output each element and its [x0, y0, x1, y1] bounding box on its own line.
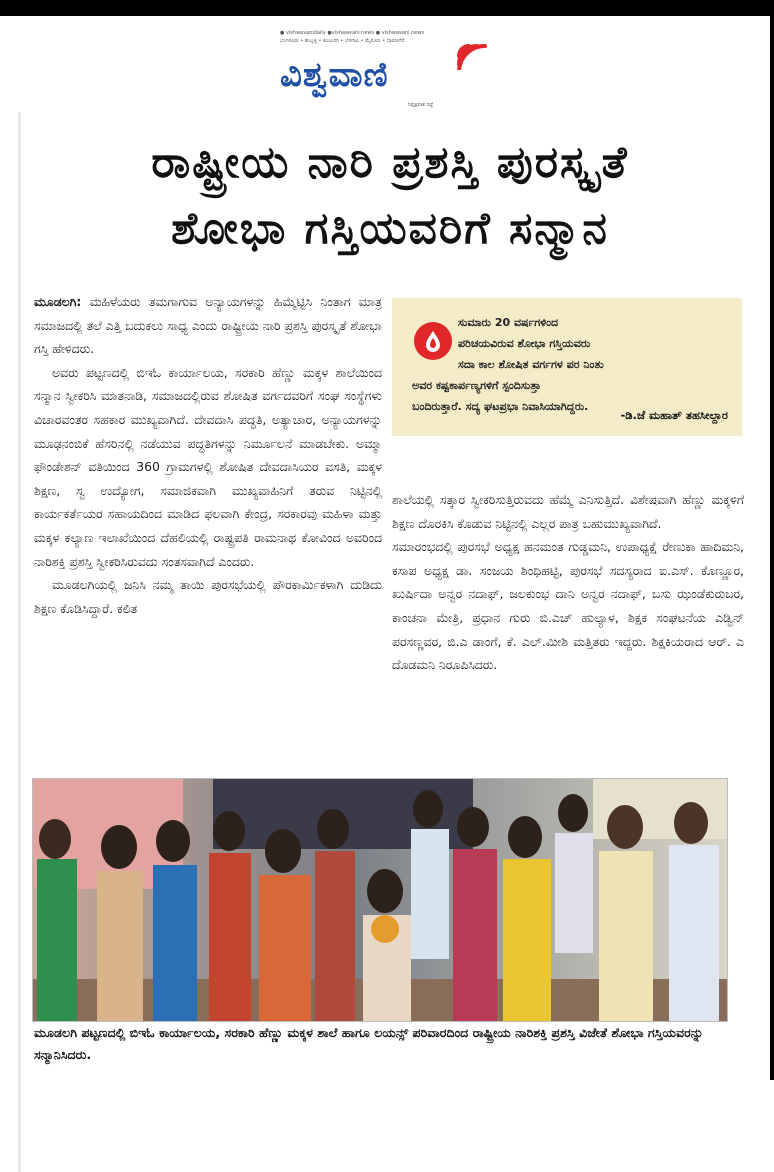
pull-quote-author: -ಡಿ.ಜೆ ಮಹಾತ್ ತಹಸೀಲ್ದಾರ	[620, 408, 728, 422]
page-edge-shadow	[18, 112, 21, 1172]
article-paragraph: ಸಮಾರಂಭದಲ್ಲಿ ಪುರಸಭೆ ಅಧ್ಯಕ್ಷ ಹನಮಂತ ಗುಡ್ಡಮನಿ, ಉಪಾಧ್ಯಕ್ಷೆ ರೇಣುಕಾ ಹಾದಿಮನಿ, ಕಸಾಪ ಅಧ್ಯಕ್ಷ ಡಾ. ಸಂಜಯ ಶಿಂಧಿಹಟ್ಟಿ, ಪುರಸಭೆ ಸದಸ್ಯರಾದ ಐ.ಎಸ್. ಕೊಣ್ಣೂರ, ಖುರ್ಷಿದಾ ಅನ್ವರ ನದಾಫ್, ಜಲಕುಂಭ ದಾನಿ ಅನ್ವರ ನದಾಫ್, ಬಸು ಝಂಡೆಕುರುಬರ, ಕಾಂಚನಾ ಮೇತ್ರಿ, ಪ್ರಧಾನ ಗುರು ಬಿ.ಎಚ್ ಹುಲ್ಯಾಳ, ಶಿಕ್ಷಕ ಸಂಘಟನೆಯ ಎಡ್ವಿನ್ ಪರಸಣ್ಣವರ, ಬಿ.ಎ ಡಾಂಗೆ, ಕೆ. ಎಲ್.ಮೀಶಿ ಮತ್ತಿತರು ಇದ್ದರು. ಶಿಕ್ಷಕಿಯರಾದ ಆರ್. ಎ ದೊಡಮನಿ ನಿರೂಪಿಸಿದರು.	[392, 539, 744, 673]
article-column-left	[34, 290, 382, 620]
masthead-tagline: ನಿಷ್ಪಕ್ಷಪಾತ ನಿಷ್ಠೆ	[408, 102, 433, 108]
headline-line-1: ರಾಷ್ಟ್ರೀಯ ನಾರಿ ಪ್ರಶಸ್ತಿ ಪುರಸ್ಕೃತೆ	[151, 137, 629, 188]
masthead-social-line: ● vishwavanidaily ●vishwavani.news ● vishwavani.news	[280, 30, 425, 36]
photo-caption: ಮೂಡಲಗಿ ಪಟ್ಟಣದಲ್ಲಿ ಬಿಇಓ ಕಾರ್ಯಾಲಯ, ಸರಕಾರಿ ಹೆಣ್ಣು ಮಕ್ಕಳ ಶಾಲೆ ಹಾಗೂ ಲಯನ್ಸ್ ಪರಿವಾರದಿಂದ ರಾಷ್ಟ್ರೀಯ ನಾರಿಶಕ್ತಿ ಪ್ರಶಸ್ತಿ ವಿಜೇತೆ ಶೋಭಾ ಗಸ್ತಿಯವರನ್ನು ಸನ್ಮಾನಿಸಿದರು.	[34, 1025, 704, 1062]
dateline: ಮೂಡಲಗಿ:	[34, 294, 82, 309]
pull-quote-text: ಸುಮಾರು 20 ವರ್ಷಗಳಿಂದ ಪರಿಚಯವಿರುವ ಶೋಭಾ ಗಸ್ತಿಯವರು ಸದಾ ಕಾಲ ಶೋಷಿತ ವರ್ಗಗಳ ಪರ ನಿಂತು ಅವರ ಕಷ್ಟಕಾರ್ಪಣ್ಯಗಳಿಗೆ ಸ್ಪಂದಿಸುತ್ತಾ ಬಂದಿರುತ್ತಾರೆ. ಸದ್ಯ ಘಟಪ್ರಭಾ ನಿವಾಸಿಯಾಗಿದ್ದರು.	[412, 316, 604, 413]
article-paragraph: ಶಾಲೆಯಲ್ಲಿ ಸತ್ಕಾರ ಸ್ವೀಕರಿಸುತ್ತಿರುವದು ಹೆಮ್ಮೆ ಎನಿಸುತ್ತಿದೆ. ವಿಶೇಷವಾಗಿ ಹೆಣ್ಣು ಮಕ್ಕಳಿಗೆ ಶಿಕ್ಷಣ ದೊರಕಿಸಿ ಕೊಡುವ ನಿಟ್ಟಿನಲ್ಲಿ ಎಲ್ಲರ ಪಾತ್ರ ಬಹುಮುಖ್ಯವಾಗಿದೆ.	[392, 492, 744, 531]
masthead	[0, 16, 774, 106]
quote-drop-icon	[414, 322, 452, 360]
masthead-editions-line: ಬೆಂಗಳೂರು • ಹುಬ್ಬಳ್ಳಿ • ಕಲಬುರಗಿ • ಬೆಳಗಾವಿ • ಮೈಸೂರು • ದಾವಣಗೆರೆ	[280, 38, 405, 44]
event-photo	[32, 778, 728, 1022]
article-paragraph: ಅವರು ಪಟ್ಟಣದಲ್ಲಿ ಬಿಇಓ ಕಾರ್ಯಾಲಯ, ಸರಕಾರಿ ಹೆಣ್ಣು ಮಕ್ಕಳ ಶಾಲೆಯಿಂದ ಸನ್ಮಾನ ಸ್ವೀಕರಿಸಿ ಮಾತನಾಡಿ, ಸಮಾಜದಲ್ಲಿರುವ ಶೋಷಿತ ವರ್ಗದವರಿಗೆ ಸಂಘ ಸಂಸ್ಥೆಗಳು ವಿಚಾರವಂತರ ಸಹಕಾರ ಮುಖ್ಯವಾಗಿದೆ. ದೇವದಾಸಿ ಪದ್ಧತಿ, ಅತ್ಯಾಚಾರ, ಅನ್ಯಾಯಗಳನ್ನು ಮೂಢನಂಬಿಕೆ ಹೆಸರಿನಲ್ಲಿ ನಡೆಯುವ ಪದ್ಧತಿಗಳನ್ನು ನಿರ್ಮೂಲನೆ ಮಾಡಬೇಕು. ಅಮ್ಮಾ ಫೌಂಡೇಶನ್ ವತಿಯಿಂದ 360 ಗ್ರಾಮಗಳಲ್ಲಿ ಶೋಷಿತ ದೇವದಾಸಿಯರ ವಸತಿ, ಮಕ್ಕಳ ಶಿಕ್ಷಣ, ಸ್ವ ಉದ್ಯೋಗ, ಸಮಾಜಿಕವಾಗಿ ಮುಖ್ಯವಾಹಿನಿಗೆ ತರುವ ನಿಟ್ಟಿನಲ್ಲಿ ಕಾರ್ಯಕರ್ತೆಯರ ಸಹಾಯದಿಂದ ಮಾಡಿದ ಫಲವಾಗಿ ಕೇಂದ್ರ, ಸರಕಾರವು ಮಹಿಳಾ ಮತ್ತು ಮಕ್ಕಳ ಕಲ್ಯಾಣ ಇಲಾಖೆಯಿಂದ ದೆಹಲಿಯಲ್ಲಿ ರಾಷ್ಟ್ರಪತಿ ರಾಮನಾಥ ಕೋವಿಂದ ಅವರಿಂದ ನಾರಿಶಕ್ತಿ ಪ್ರಶಸ್ತಿ ಸ್ವೀಕರಿಸಿರುವದು ಸಂತಸವಾಗಿದೆ ಎಂದರು.	[34, 364, 382, 569]
signal-arc-icon	[455, 38, 495, 70]
headline-line-2: ಶೋಭಾ ಗಸ್ತಿಯವರಿಗೆ ಸನ್ಮಾನ	[171, 203, 609, 254]
top-black-bar	[0, 0, 774, 16]
newspaper-logo: ವಿಶ್ವವಾಣಿ	[280, 55, 389, 95]
article-paragraph: ಮೂಡಲಗಿಯಲ್ಲಿ ಜನಿಸಿ ನಮ್ಮ ತಾಯಿ ಪುರಸಭೆಯಲ್ಲಿ ಪೌರಕಾರ್ಮಿಕಳಾಗಿ ದುಡಿದು ಶಿಕ್ಷಣ ಕೊಡಿಸಿದ್ದಾರೆ. ಕಲಿತ	[34, 577, 382, 616]
article-column-right	[392, 488, 744, 677]
pull-quote-box	[392, 298, 742, 436]
headline	[40, 130, 740, 262]
article-paragraph: ಮೂಡಲಗಿ: ಮಹಿಳೆಯರು ತಮಗಾಗುವ ಅನ್ಯಾಯಗಳನ್ನು ಹಿಮ್ಮೆಟ್ಟಿಸಿ ನಿಂತಾಗ ಮಾತ್ರ ಸಮಾಜದಲ್ಲಿ ತಲೆ ಎತ್ತಿ ಬದುಕಲು ಸಾಧ್ಯ ಎಂದು ರಾಷ್ಟ್ರೀಯ ನಾರಿ ಪ್ರಶಸ್ತಿ ಪುರಸ್ಕೃತೆ ಶೋಭಾ ಗಸ್ತಿ ಹೇಳಿದರು.	[34, 294, 382, 357]
photo-illustration	[33, 779, 727, 1021]
right-edge-bar	[770, 16, 774, 1080]
